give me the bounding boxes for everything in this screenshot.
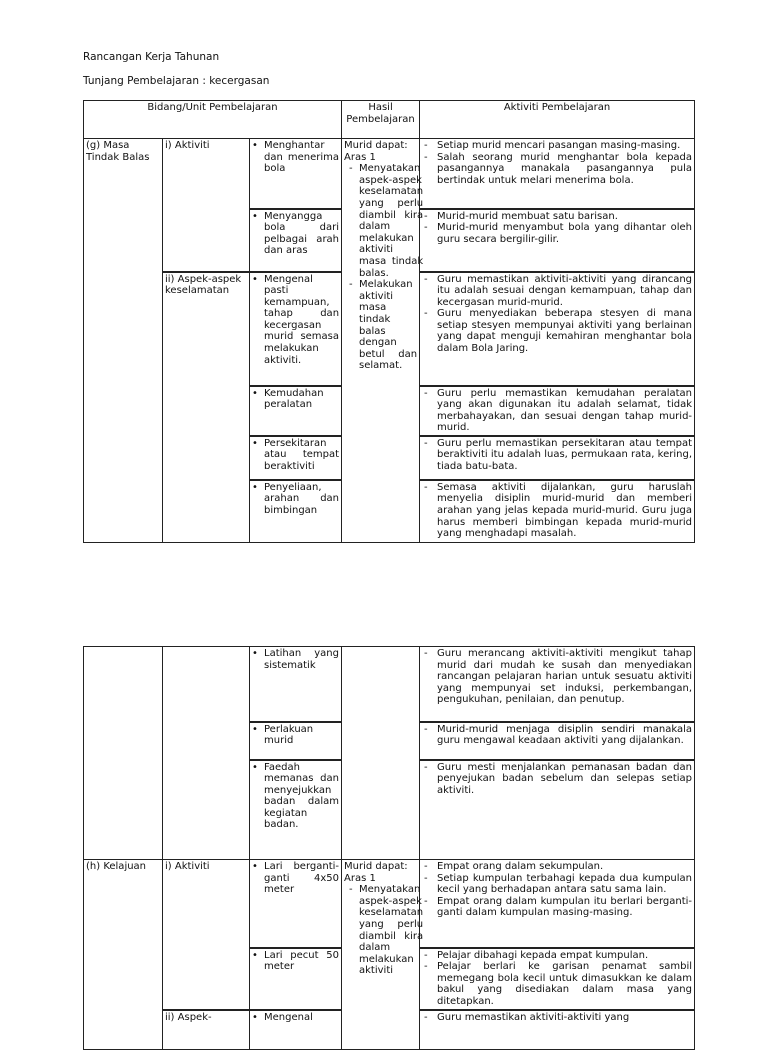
item-cell: • Menghantar dan menerima bola — [250, 139, 342, 209]
item-cell: • Faedah memanas dan menyejukkan badan dalam kegiatan badan. — [250, 760, 342, 860]
hasil-cell: Murid dapat: Aras 1 - Menyatakan aspek-aspek keselamatan yang perlu diambil kira dalam melakukan aktiviti — [342, 860, 420, 1050]
aktiviti-cell: - Guru merancang aktiviti-aktiviti mengikut tahap murid dari mudah ke susah dan menyediakan rancangan pelajaran harian untuk sesuatu aktiviti yang mempunyai set induksi, perkembangan, pengukuhan, penilaian, dan penutup. — [420, 647, 695, 722]
aktiviti-cell: - Guru perlu memastikan kemudahan peralatan yang akan digunakan itu adalah selamat, tidak merbahayakan, dan sesuai dengan tahap murid-murid. — [420, 386, 695, 436]
aktiviti-cell: - Empat orang dalam sekumpulan. - Setiap kumpulan terbahagi kepada dua kumpulan kecil yang berhadapan antara satu sama lain. - Empat orang dalam kumpulan itu berlari berganti-ganti dalam kumpulan masing-masing. — [420, 860, 695, 948]
item-cell: • Perlakuan murid — [250, 722, 342, 760]
tunjang-label: Tunjang Pembelajaran : kecergasan — [83, 75, 270, 87]
aktiviti-cell: - Guru mesti menjalankan pemanasan badan dan penyejukan badan sebelum dan selepas setiap aktiviti. — [420, 760, 695, 860]
header-aktiviti: Aktiviti Pembelajaran — [420, 101, 695, 139]
aktiviti-cell: - Murid-murid membuat satu barisan. - Murid-murid menyambut bola yang dihantar oleh guru secara bergilir-gilir. — [420, 209, 695, 272]
item-cell: • Kemudahan peralatan — [250, 386, 342, 436]
item-cell: • Menyangga bola dari pelbagai arah dan aras — [250, 209, 342, 272]
unit-cell-empty — [163, 647, 250, 860]
item-cell: • Latihan yang sistematik — [250, 647, 342, 722]
item-cell: • Persekitaran atau tempat beraktiviti — [250, 436, 342, 480]
aktiviti-cell: - Semasa aktiviti dijalankan, guru haruslah menyelia disiplin murid-murid dan memberi arahan yang jelas kepada murid-murid. Guru juga harus memberi bimbingan kepada murid-murid yang menghadapi masalah. — [420, 480, 695, 543]
document-title: Rancangan Kerja Tahunan — [83, 51, 220, 63]
bidang-cell-empty — [84, 647, 163, 860]
item-cell: • Mengenal pasti kemampuan, tahap dan kecergasan murid semasa melakukan aktiviti. — [250, 272, 342, 386]
aktiviti-cell: - Setiap murid mencari pasangan masing-masing. - Salah seorang murid menghantar bola kepada pasangannya manakala pasangannya pula bertindak untuk melari menerima bola. — [420, 139, 695, 209]
item-cell: • Lari berganti-ganti 4x50 meter — [250, 860, 342, 948]
header-bidang: Bidang/Unit Pembelajaran — [84, 101, 342, 139]
bidang-cell: (g) Masa Tindak Balas — [84, 139, 163, 543]
hasil-cell: Murid dapat: Aras 1 - Menyatakan aspek-aspek keselamatan yang perlu diambil kira dalam melakukan aktiviti masa tindak balas. - Melakukan aktiviti masa tindak balas dengan betul dan selamat. — [342, 139, 420, 543]
aktiviti-cell: - Pelajar dibahagi kepada empat kumpulan. - Pelajar berlari ke garisan penamat sambil memegang bola kecil untuk dimasukkan ke dalam bakul yang disediakan dalam masa yang ditetapkan. — [420, 948, 695, 1010]
lesson-plan-table-1 — [83, 100, 695, 543]
unit-aktiviti-cell: i) Aktiviti — [163, 860, 250, 1010]
item-cell: • Penyeliaan, arahan dan bimbingan — [250, 480, 342, 543]
item-cell: • Lari pecut 50 meter — [250, 948, 342, 1010]
aktiviti-cell: - Murid-murid menjaga disiplin sendiri manakala guru mengawal keadaan aktiviti yang dijalankan. — [420, 722, 695, 760]
aktiviti-cell: - Guru memastikan aktiviti-aktiviti yang dirancang itu adalah sesuai dengan kemampuan, tahap dan kecergasan murid-murid. - Guru menyediakan beberapa stesyen di mana setiap stesyen mempunyai aktiviti yang berlainan yang dapat menguji kemahiran menghantar bola dalam Bola Jaring. — [420, 272, 695, 386]
unit-aspek-cell: ii) Aspek- — [163, 1010, 250, 1050]
item-cell: • Mengenal — [250, 1010, 342, 1050]
unit-aktiviti-cell: i) Aktiviti — [163, 139, 250, 272]
header-hasil: Hasil Pembelajaran — [342, 101, 420, 139]
unit-aspek-cell: ii) Aspek-aspek keselamatan — [163, 272, 250, 543]
bidang-cell: (h) Kelajuan — [84, 860, 163, 1050]
hasil-cell-empty — [342, 647, 420, 860]
aktiviti-cell: - Guru memastikan aktiviti-aktiviti yang — [420, 1010, 695, 1050]
lesson-plan-table-2 — [83, 646, 695, 1050]
aktiviti-cell: - Guru perlu memastikan persekitaran atau tempat beraktiviti itu adalah luas, permukaan rata, kering, tiada batu-bata. — [420, 436, 695, 480]
